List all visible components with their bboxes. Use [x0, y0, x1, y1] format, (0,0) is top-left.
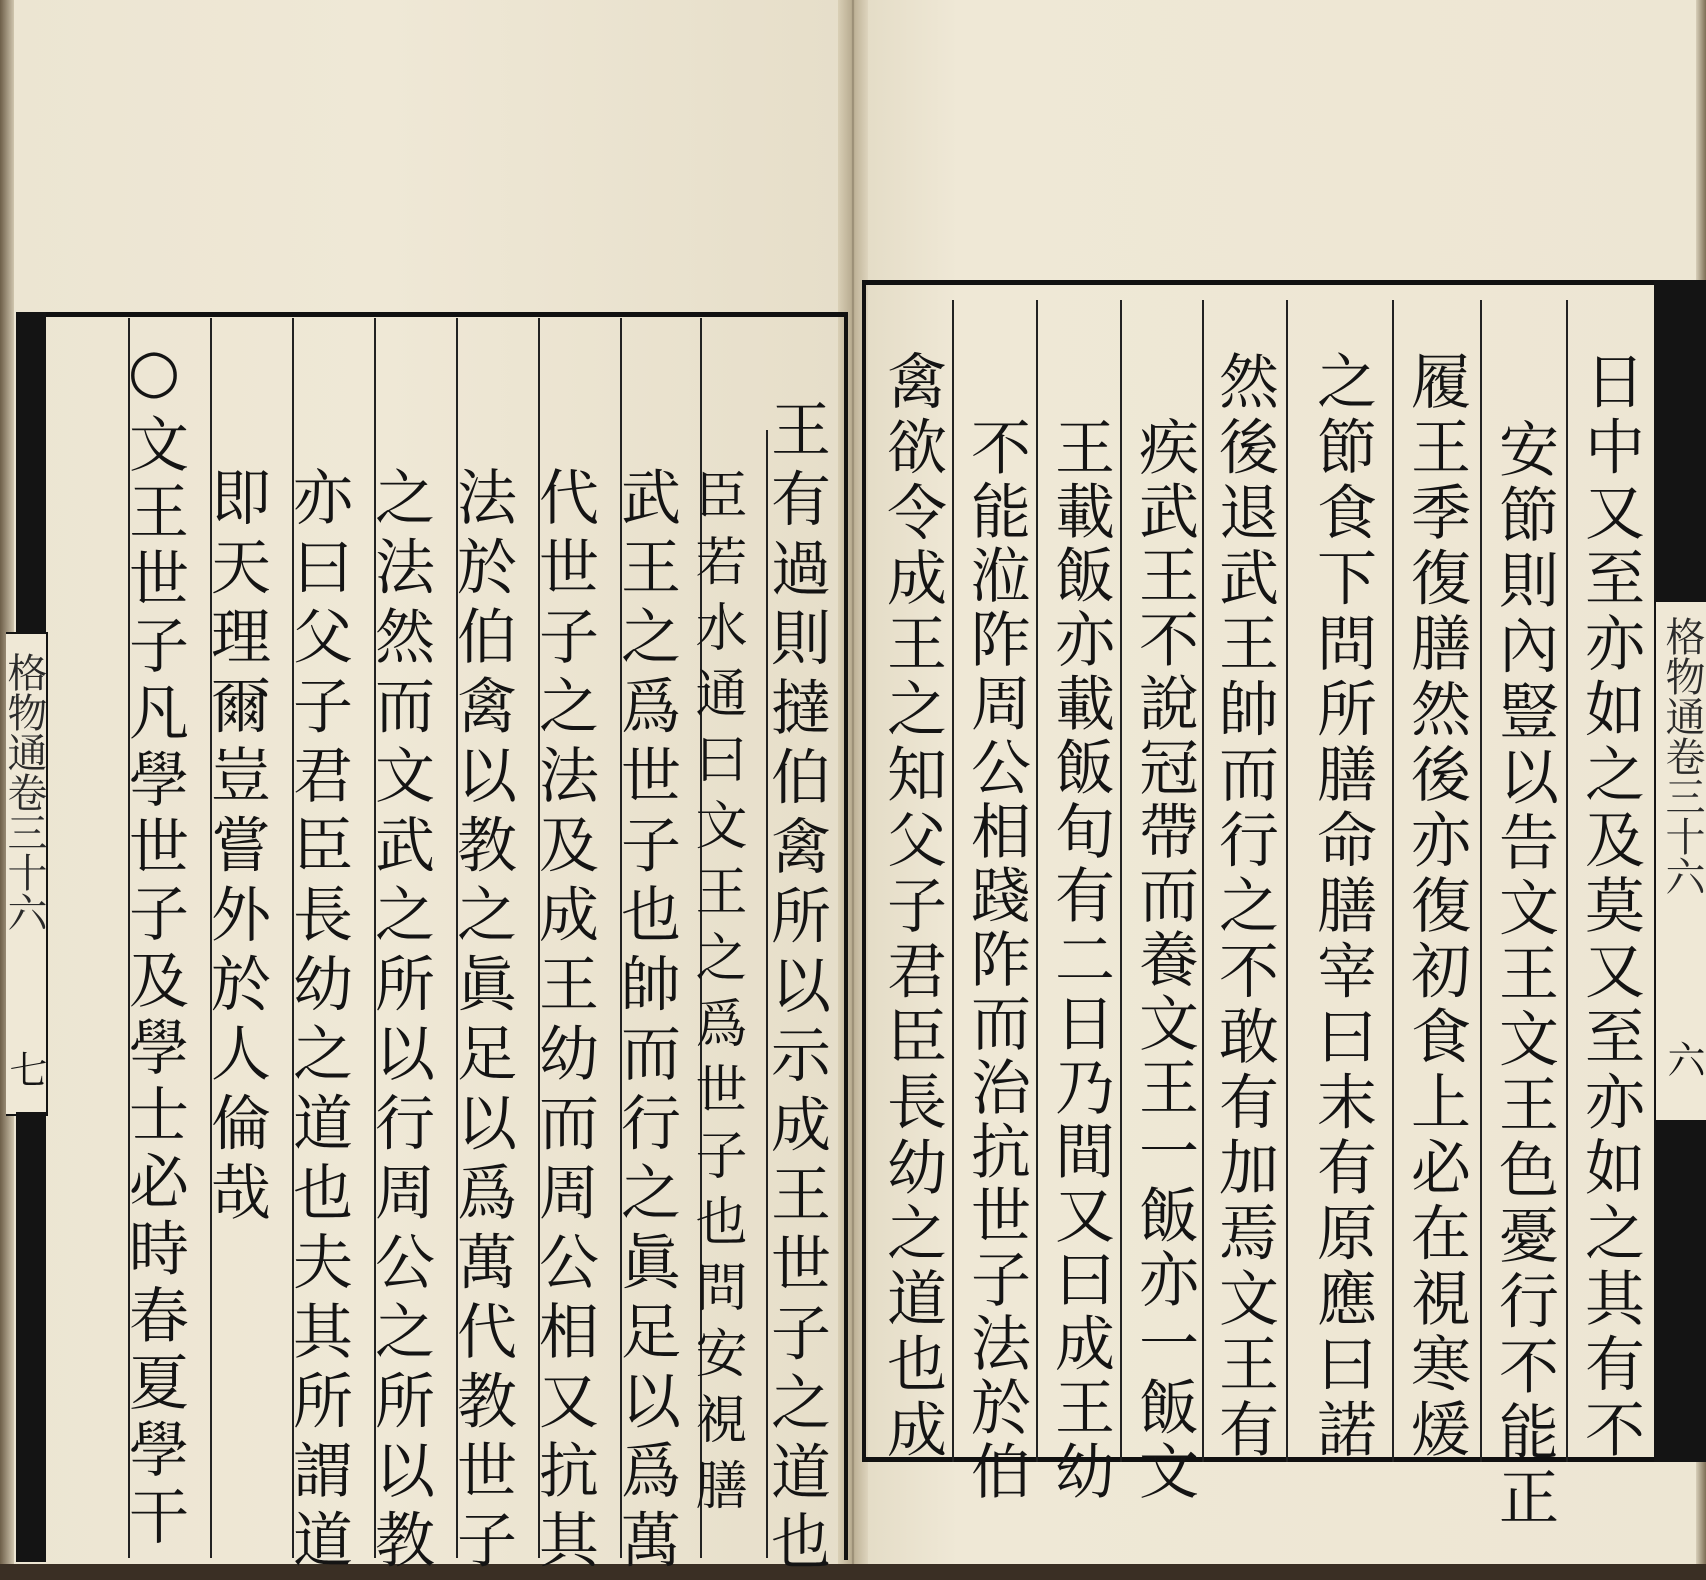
right-banxin-block-bottom: [1654, 1120, 1706, 1462]
right-banxin-title: 格物通卷三十六: [1659, 616, 1705, 896]
right-banxin-block-top: [1654, 280, 1706, 600]
right-text-column-8: 不能涖阼周公相踐阼而治抗世子法於伯: [961, 416, 1031, 1504]
left-text-column-6: 之法然而文武之所以行周公之所以教: [365, 466, 435, 1578]
right-column-rule: [1480, 300, 1482, 1462]
right-text-column-6: 疾武王不說冠帶而養文王一飯亦一飯文: [1129, 416, 1199, 1504]
left-banxin-block-bottom: [16, 1112, 46, 1562]
right-text-column-9: 禽欲令成王之知父子君臣長幼之道也成: [877, 350, 947, 1464]
left-text-column-1: 王有過則撻伯禽所以示成王世子之道也: [761, 398, 831, 1580]
left-text-column-8: 即天理爾豈嘗外於人倫哉: [201, 466, 271, 1231]
right-column-rule: [1286, 300, 1288, 1462]
right-text-column-5: 然後退武王帥而行之不敢有加焉文王有: [1209, 350, 1279, 1464]
right-text-column-4: 之節食下問所膳命膳宰曰末有原應曰諾: [1307, 350, 1377, 1464]
left-banxin-block-top: [16, 312, 46, 632]
left-text-column-9: ○文王世子凡學世子及學士必時春夏學干: [119, 336, 189, 1552]
left-text-column-7: 亦曰父子君臣長幼之道也夫其所謂道: [283, 466, 353, 1578]
left-text-column-4: 代世子之法及成王幼而周公相又抗其: [529, 466, 599, 1578]
left-banxin-page-number: 七: [3, 1050, 47, 1090]
left-text-column-5: 法於伯禽以教之眞足以爲萬代教世子: [447, 466, 517, 1578]
right-column-rule: [1120, 300, 1122, 1462]
right-column-rule: [952, 300, 954, 1462]
right-column-rule: [1036, 300, 1038, 1462]
left-text-column-2: 臣若水通曰文王之爲世子也問安視膳: [686, 468, 746, 1524]
left-text-column-3: 武王之爲世子也帥而行之眞足以爲萬: [611, 466, 681, 1578]
right-banxin-page-number: 六: [1661, 1040, 1705, 1080]
right-column-rule: [1392, 300, 1394, 1462]
right-column-rule: [1566, 300, 1568, 1462]
right-text-column-2: 安節則內豎以告文王文王色憂行不能正: [1489, 418, 1559, 1532]
right-text-column-7: 王載飯亦載飯旬有二日乃間又曰成王幼: [1045, 416, 1115, 1504]
left-banxin-title: 格物通卷三十六: [1, 652, 47, 932]
right-text-column-3: 履王季復膳然後亦復初食上必在視寒煖: [1401, 350, 1471, 1464]
right-text-column-1: 日中又至亦如之及莫又至亦如之其有不: [1575, 350, 1645, 1464]
right-column-rule: [1202, 300, 1204, 1462]
